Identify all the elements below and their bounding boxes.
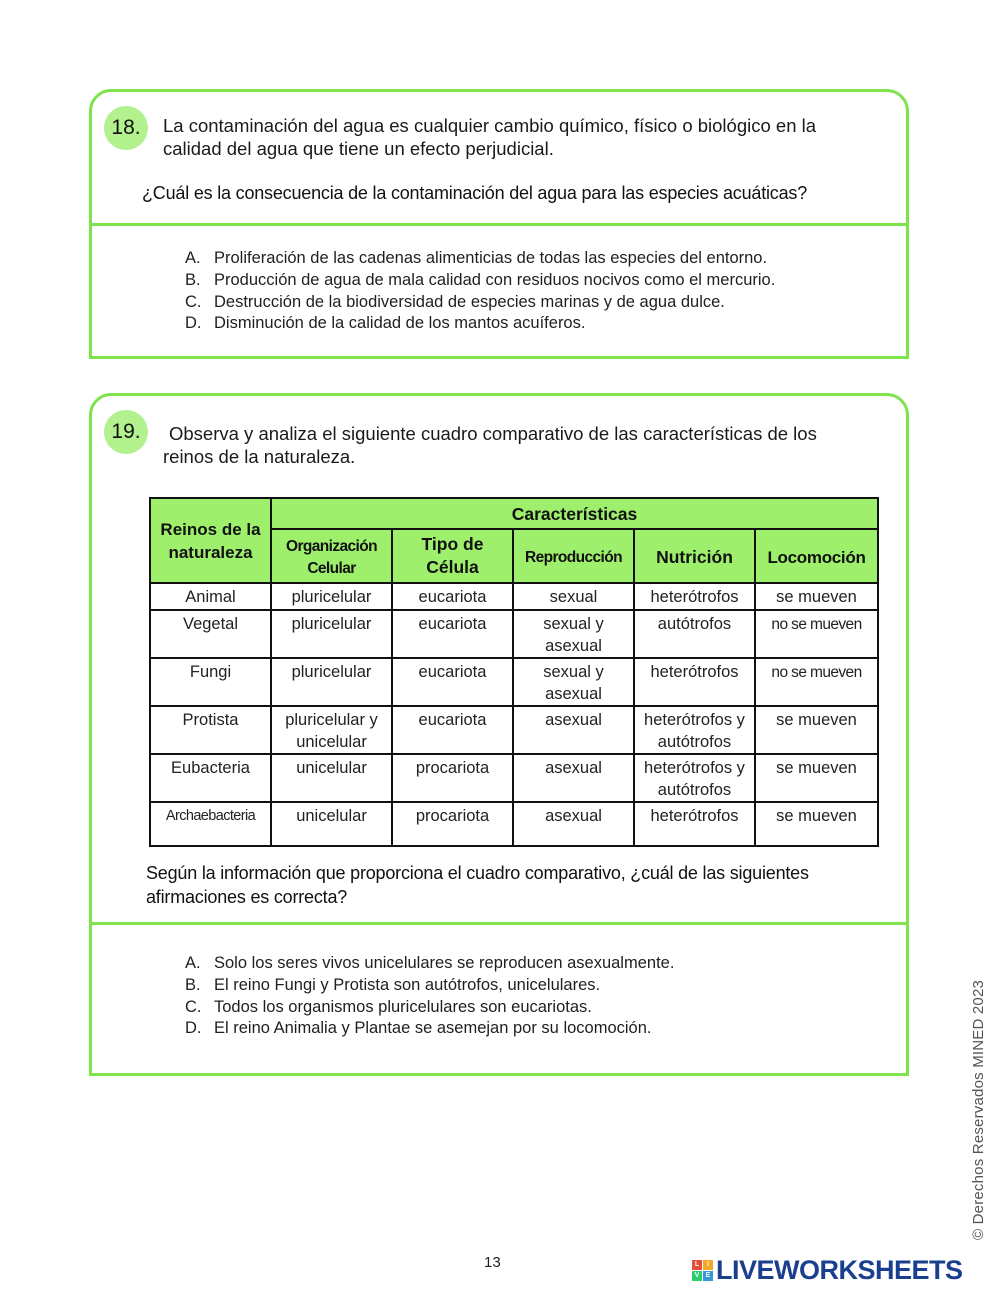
copyright-notice: © Derechos Reservados MINED 2023 bbox=[970, 979, 987, 1240]
column-header: Tipo de Célula bbox=[392, 529, 513, 583]
option-d[interactable]: D. El reino Animalia y Plantae se asemejan por su locomoción. bbox=[185, 1019, 652, 1038]
row-header-cell: Reinos de la naturaleza bbox=[150, 498, 271, 583]
table-row: Animal pluricelular eucariota sexual heterótrofos se mueven bbox=[150, 583, 878, 610]
logo-blocks-icon: L I V E bbox=[692, 1260, 713, 1281]
question-prompt: Según la información que proporciona el cuadro comparativo, ¿cuál de las siguientes afirmaciones es correcta? bbox=[146, 863, 809, 907]
question-stem: Observa y analiza el siguiente cuadro comparativo de las características de los reinos de la naturaleza. bbox=[163, 423, 817, 467]
logo-text: LIVEWORKSHEETS bbox=[716, 1255, 963, 1285]
option-d[interactable]: D. Disminución de la calidad de los mantos acuíferos. bbox=[185, 314, 586, 333]
option-c[interactable]: C. Todos los organismos pluricelulares son eucariotas. bbox=[185, 997, 592, 1016]
question-number-badge: 18. bbox=[104, 106, 148, 150]
table-row: Eubacteria unicelular procariota asexual heterótrofos y autótrofos se mueven bbox=[150, 754, 878, 802]
question-number-badge: 19. bbox=[104, 410, 148, 454]
answer-options bbox=[185, 248, 775, 335]
column-header: Reproducción bbox=[513, 529, 634, 583]
liveworksheets-logo[interactable] bbox=[692, 1255, 963, 1286]
answer-options bbox=[185, 953, 674, 1040]
question-stem: La contaminación del agua es cualquier cambio químico, físico o biológico en la calidad del agua que tiene un efecto perjudicial. bbox=[163, 115, 817, 159]
option-b[interactable]: B. El reino Fungi y Protista son autótrofos, unicelulares. bbox=[185, 975, 601, 994]
comparison-table bbox=[149, 497, 879, 847]
table-row: Protista pluricelular y unicelular eucariota asexual heterótrofos y autótrofos se mueven bbox=[150, 706, 878, 754]
question-19-header bbox=[92, 396, 906, 925]
table-row: Vegetal pluricelular eucariota sexual y asexual autótrofos no se mueven bbox=[150, 610, 878, 658]
column-header: Nutrición bbox=[634, 529, 755, 583]
option-a[interactable]: A. Proliferación de las cadenas alimenticias de todas las especies del entorno. bbox=[185, 249, 768, 267]
option-c[interactable]: C. Destrucción de la biodiversidad de especies marinas y de agua dulce. bbox=[185, 292, 725, 311]
option-b[interactable]: B. Producción de agua de mala calidad con residuos nocivos como el mercurio. bbox=[185, 270, 776, 289]
group-header-cell: Características bbox=[271, 498, 878, 529]
page-number: 13 bbox=[484, 1254, 501, 1271]
question-18-card bbox=[89, 89, 909, 359]
question-19-card bbox=[89, 393, 909, 1076]
table-row: Archaebacteria unicelular procariota asexual heterótrofos se mueven bbox=[150, 802, 878, 846]
question-18-header bbox=[92, 92, 906, 226]
question-prompt: ¿Cuál es la consecuencia de la contaminación del agua para las especies acuáticas? bbox=[142, 183, 808, 203]
option-a[interactable]: A. Solo los seres vivos unicelulares se reproducen asexualmente. bbox=[185, 954, 675, 972]
table-row: Fungi pluricelular eucariota sexual y asexual heterótrofos no se mueven bbox=[150, 658, 878, 706]
column-header: Organización Celular bbox=[271, 529, 392, 583]
column-header: Locomoción bbox=[755, 529, 878, 583]
